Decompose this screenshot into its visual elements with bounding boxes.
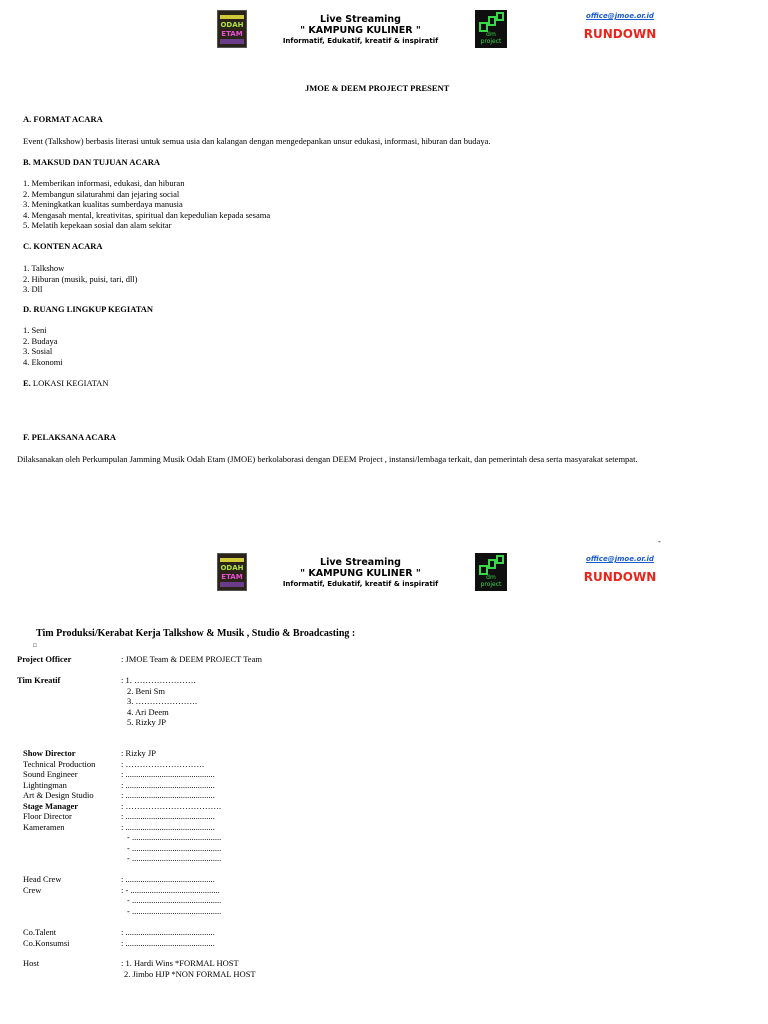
header-event-name: " KAMPUNG KULINER " (300, 568, 421, 579)
section-d-heading: D. RUANG LINGKUP KEGIATAN (23, 304, 154, 314)
logo-text-bottom: ETAM (221, 30, 243, 38)
section-a-heading: A. FORMAT ACARA (23, 114, 103, 124)
crew-value: : .......................................... (121, 790, 215, 800)
list-item: 2. Jimbo HJP *NON FORMAL HOST (124, 968, 256, 979)
logo-text-bottom: ETAM (221, 573, 243, 581)
page-header-2 (0, 553, 768, 609)
section-e-prefix: E. (23, 378, 31, 388)
rundown-label: RUNDOWN (583, 570, 657, 584)
header-event-name: " KAMPUNG KULINER " (300, 25, 421, 36)
tim-kreatif-label: Tim Kreatif (17, 675, 61, 685)
host-label: Host (23, 958, 40, 968)
co-talent-value: : .......................................... (121, 927, 215, 937)
project-officer-label: Project Officer (17, 654, 72, 664)
email-link[interactable]: office@jmoe.or.id (586, 12, 654, 20)
section-f-heading: F. PELAKSANA ACARA (23, 432, 116, 442)
list-item: 1. Seni (23, 325, 47, 335)
crew-value: : .......................................... (121, 779, 215, 790)
project-officer-value: : JMOE Team & DEEM PROJECT Team (121, 654, 262, 664)
host-list (121, 958, 256, 979)
section-b-heading: B. MAKSUD DAN TUJUAN ACARA (23, 157, 161, 167)
header-title-block (268, 14, 453, 46)
list-item: 1. Talkshow (23, 263, 65, 273)
list-item: 4. Mengasah mental, kreativitas, spiritual dan kepedulian kepada sesama (23, 209, 271, 220)
section-c-list (23, 263, 138, 295)
header-subtitle: Informatif, Edukatif, kreatif & inspiratif (282, 37, 439, 45)
list-item: 2. Budaya (23, 335, 58, 346)
crew-label: Kameramen (23, 821, 65, 832)
crew-label: Art & Design Studio (23, 790, 94, 800)
dm-logo-text: dm project (480, 574, 502, 588)
crew-value: : Rizky JP (121, 748, 156, 758)
list-item: 3. Meningkatkan kualitas sumberdaya manusia (23, 199, 183, 209)
crew-label: Technical Production (23, 758, 96, 769)
list-item: - .......................................... (127, 853, 222, 863)
page-break-dash: - (658, 536, 661, 546)
section-f-body: Dilaksanakan oleh Perkumpulan Jamming Musik Odah Etam (JMOE) berkolaborasi dengan DEEM Project , instansi/lembaga terkait, dan pemerintah desa serta masyarakat setempat. (17, 454, 638, 464)
list-item: - .......................................... (127, 895, 222, 905)
header-title: Live Streaming (320, 14, 401, 25)
crew-label: Lightingman (23, 779, 67, 790)
section-e-title: LOKASI KEGIATAN (30, 378, 109, 388)
section-d-list (23, 325, 63, 367)
head-crew-value: : .......................................... (121, 874, 215, 884)
list-item: 3. Dll (23, 284, 43, 294)
crew-value: : ……………………………. (121, 800, 222, 811)
crew-group-label: Crew (23, 884, 42, 895)
crew-label: Floor Director (23, 811, 72, 821)
list-item: 4. Ari Deem (127, 706, 169, 717)
logo-text-top: ODAH (220, 21, 244, 29)
list-item: 4. Ekonomi (23, 356, 63, 367)
section-a-body: Event (Talkshow) berbasis literasi untuk semua usia dan kalangan dengan mengedepankan unsur edukasi, informasi, hiburan dan budaya. (23, 136, 491, 146)
list-item: 5. Melatih kepekaan sosial dan alam sekitar (23, 220, 172, 230)
co-konsumsi-value: : .......................................... (121, 937, 215, 948)
section-b-list (23, 178, 270, 231)
section-e-heading (23, 378, 109, 389)
page-header-1 (0, 10, 768, 66)
list-item: : 1. …………………. (121, 675, 196, 685)
head-crew-label: Head Crew (23, 874, 62, 884)
dm-logo-text: dm project (480, 31, 502, 45)
list-item: : - .......................................... (121, 884, 220, 895)
list-item: - .......................................... (127, 832, 222, 842)
list-item: 2. Beni Sm (127, 685, 166, 696)
crew-value: : ………………………. (121, 758, 205, 769)
list-item: 3. …………………. (127, 696, 198, 706)
bullet-glyph: □ (33, 643, 37, 649)
list-item: - .......................................... (127, 842, 222, 853)
crew-label: Sound Engineer (23, 769, 78, 779)
list-item: : 1. Hardi Wins *FORMAL HOST (121, 958, 239, 968)
co-talent-label: Co.Talent (23, 927, 57, 937)
presents-heading: JMOE & DEEM PROJECT PRESENT (305, 83, 450, 93)
list-item: 2. Hiburan (musik, puisi, tari, dll) (23, 273, 138, 284)
header-title-block (268, 557, 453, 589)
kameramen-list (127, 832, 221, 864)
crew-list (121, 885, 221, 917)
odah-etam-logo (217, 10, 247, 48)
dm-project-logo (475, 553, 507, 591)
tim-kreatif-list (121, 675, 197, 728)
crew-label: Show Director (23, 748, 76, 758)
odah-etam-logo (217, 553, 247, 591)
list-item: 3. Sosial (23, 346, 53, 356)
rundown-label: RUNDOWN (583, 27, 657, 41)
crew-value: : .......................................... (121, 821, 215, 832)
dm-project-logo (475, 10, 507, 48)
crew-value: : .......................................... (121, 769, 215, 779)
team-title: Tim Produksi/Kerabat Kerja Talkshow & Musik , Studio & Broadcasting : (36, 628, 356, 639)
logo-text-top: ODAH (220, 564, 244, 572)
email-link[interactable]: office@jmoe.or.id (586, 555, 654, 563)
crew-value: : .......................................... (121, 811, 215, 821)
list-item: 2. Membangun silaturahmi dan jejaring social (23, 188, 180, 199)
list-item: 1. Memberikan informasi, edukasi, dan hiburan (23, 178, 185, 188)
crew-label: Stage Manager (23, 800, 79, 811)
list-item: 5. Rizky JP (127, 717, 166, 727)
header-subtitle: Informatif, Edukatif, kreatif & inspiratif (282, 580, 439, 588)
section-c-heading: C. KONTEN ACARA (23, 241, 103, 251)
header-title: Live Streaming (320, 557, 401, 568)
list-item: - .......................................... (127, 905, 222, 916)
co-konsumsi-label: Co.Konsumsi (23, 937, 70, 948)
